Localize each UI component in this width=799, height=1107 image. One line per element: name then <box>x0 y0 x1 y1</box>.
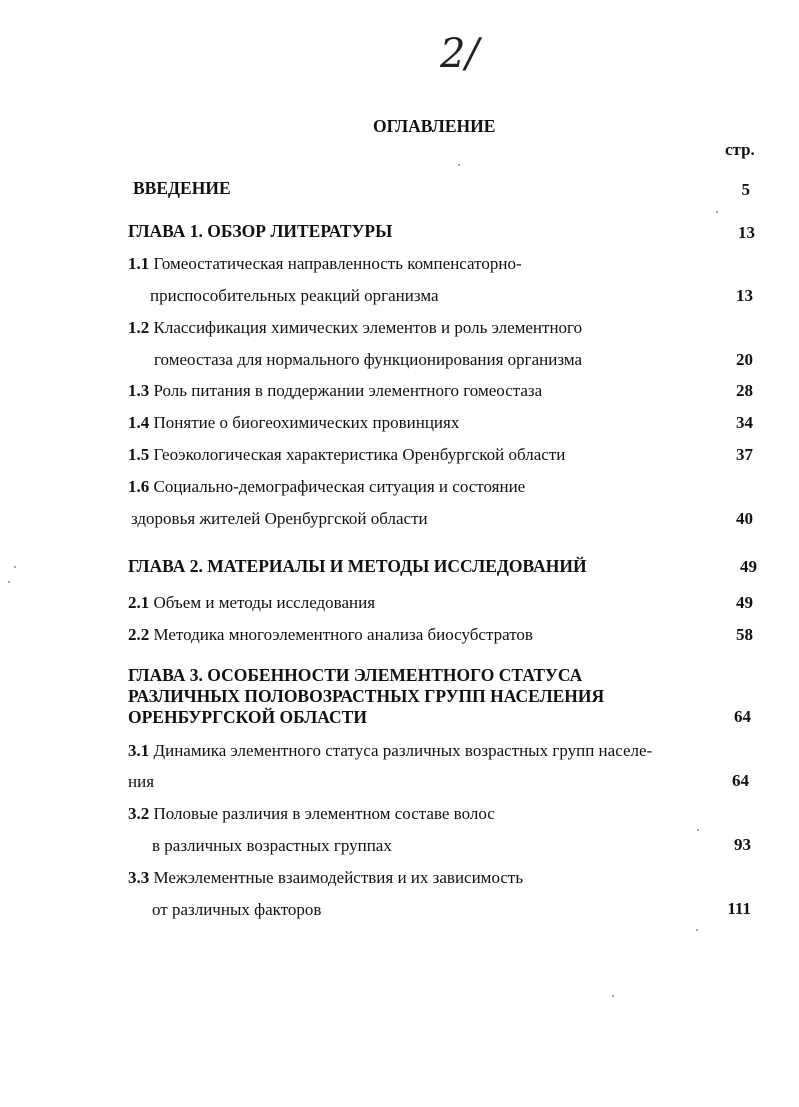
toc-entry-1-6 <box>128 477 525 497</box>
section-number: 1.6 <box>128 477 150 496</box>
chapter2-page: 49 <box>740 557 757 576</box>
section-number: 1.1 <box>128 254 150 273</box>
section-number: 1.3 <box>128 381 150 400</box>
section-number: 3.3 <box>128 868 150 887</box>
chapter3-heading-line3: ОРЕНБУРГСКОЙ ОБЛАСТИ <box>128 707 367 727</box>
chapter3-heading-line1: ГЛАВА 3. ОСОБЕННОСТИ ЭЛЕМЕНТНОГО СТАТУСА <box>128 665 583 685</box>
section-title: Половые различия в элементном составе волос <box>149 804 495 823</box>
section-number: 3.1 <box>128 741 150 760</box>
scan-speckle <box>697 829 699 831</box>
section-title: Понятие о биогеохимических провинциях <box>149 413 460 432</box>
toc-entry-3-3 <box>128 868 523 888</box>
toc-entry-1-4-page: 34 <box>736 413 753 432</box>
toc-entry-3-1-page: 64 <box>732 771 749 790</box>
toc-entry-1-3-page: 28 <box>736 381 753 400</box>
section-number: 1.4 <box>128 413 150 432</box>
scan-speckle <box>14 566 16 568</box>
toc-entry-3-2-cont: в различных возрастных группах <box>152 836 392 855</box>
toc-entry-1-2-cont: гомеостаза для нормального функционирования организма <box>154 350 583 369</box>
toc-entry-1-1-cont: приспособительных реакций организма <box>150 286 439 305</box>
intro-heading: ВВЕДЕНИЕ <box>133 178 231 198</box>
chapter2-heading: ГЛАВА 2. МАТЕРИАЛЫ И МЕТОДЫ ИССЛЕДОВАНИЙ <box>128 556 587 576</box>
toc-entry-1-1 <box>128 254 522 274</box>
section-title: Объем и методы исследования <box>149 593 376 612</box>
section-number: 1.2 <box>128 318 150 337</box>
toc-entry-1-4 <box>128 413 459 433</box>
section-title: Гомеостатическая направленность компенсаторно- <box>149 254 522 273</box>
section-number: 1.5 <box>128 445 150 464</box>
toc-entry-1-2-page: 20 <box>736 350 753 369</box>
section-title: Динамика элементного статуса различных возрастных групп населе- <box>149 741 653 760</box>
intro-page: 5 <box>741 180 750 199</box>
toc-entry-3-3-page: 111 <box>727 899 751 918</box>
section-title: Роль питания в поддержании элементного гомеостаза <box>149 381 543 400</box>
chapter1-heading: ГЛАВА 1. ОБЗОР ЛИТЕРАТУРЫ <box>128 221 393 241</box>
scan-speckle <box>458 164 460 166</box>
toc-entry-1-6-page: 40 <box>736 509 753 528</box>
toc-entry-3-2 <box>128 804 495 824</box>
section-number: 2.2 <box>128 625 150 644</box>
section-title: Межэлементные взаимодействия и их зависимость <box>149 868 524 887</box>
toc-entry-1-1-page: 13 <box>736 286 753 305</box>
section-number: 2.1 <box>128 593 150 612</box>
toc-entry-1-3 <box>128 381 542 401</box>
section-title: Классификация химических элементов и роль элементного <box>149 318 583 337</box>
toc-entry-3-1-cont: ния <box>128 772 155 791</box>
handwritten-page-mark: 2/ <box>440 31 479 77</box>
toc-entry-1-2 <box>128 318 582 338</box>
toc-entry-2-2-page: 58 <box>736 625 753 644</box>
scan-speckle <box>696 929 698 931</box>
toc-entry-3-1 <box>128 741 652 761</box>
chapter3-heading-line2: РАЗЛИЧНЫХ ПОЛОВОЗРАСТНЫХ ГРУПП НАСЕЛЕНИЯ <box>128 686 605 706</box>
toc-entry-2-1-page: 49 <box>736 593 753 612</box>
toc-entry-3-3-cont: от различных факторов <box>152 900 322 919</box>
toc-entry-1-5 <box>128 445 565 465</box>
chapter1-page: 13 <box>738 223 755 242</box>
scan-speckle <box>8 581 10 583</box>
toc-entry-1-6-cont: здоровья жителей Оренбургской области <box>131 509 428 528</box>
scan-speckle <box>716 211 718 213</box>
scan-speckle <box>612 995 614 997</box>
section-number: 3.2 <box>128 804 150 823</box>
section-title: Методика многоэлементного анализа биосубстратов <box>149 625 533 644</box>
page-column-label: стр. <box>725 140 755 159</box>
toc-entry-2-1 <box>128 593 375 613</box>
section-title: Социально-демографическая ситуация и состояние <box>149 477 526 496</box>
chapter3-page: 64 <box>734 707 751 726</box>
toc-entry-1-5-page: 37 <box>736 445 753 464</box>
toc-entry-3-2-page: 93 <box>734 835 751 854</box>
toc-title: ОГЛАВЛЕНИЕ <box>373 116 496 136</box>
section-title: Геоэкологическая характеристика Оренбургской области <box>149 445 566 464</box>
toc-entry-2-2 <box>128 625 533 645</box>
